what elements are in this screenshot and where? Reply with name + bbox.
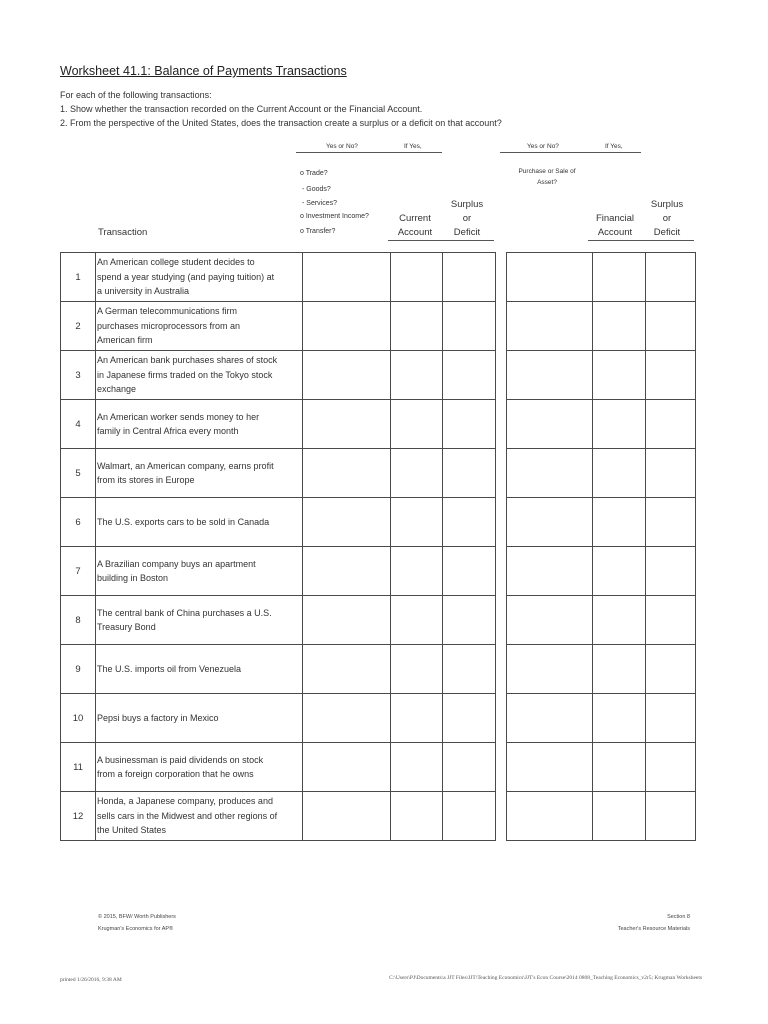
header-rule-financial [500,152,641,153]
row-number: 9 [61,645,96,694]
transaction-description [96,596,303,645]
row-number: 4 [61,400,96,449]
financial-label: Financial [595,213,635,224]
description-line: Pepsi buys a factory in Mexico [97,712,219,723]
purchase-sale-line-1: Purchase or Sale of [518,168,576,175]
financial-surplus-deficit-cell[interactable] [646,792,696,841]
financial-account-header [586,212,644,240]
financial-surplus-deficit-cell[interactable] [646,449,696,498]
header-underline-current [388,240,494,241]
financial-surplus-deficit-cell[interactable] [646,253,696,302]
column-gap [496,498,507,547]
current-yes-no-cell[interactable] [303,743,391,792]
financial-account-cell[interactable] [593,498,646,547]
financial-account-cell[interactable] [593,351,646,400]
current-surplus-deficit-cell[interactable] [443,351,496,400]
row-number: 2 [61,302,96,351]
current-surplus-deficit-cell[interactable] [443,302,496,351]
current-surplus-deficit-cell[interactable] [443,645,496,694]
table-row [61,596,696,645]
financial-surplus-deficit-cell[interactable] [646,351,696,400]
current-account-cell[interactable] [391,743,443,792]
transaction-description [96,547,303,596]
book-title: Krugman's Economics for AP® [98,926,174,932]
current-account-cell[interactable] [391,694,443,743]
column-gap [496,547,507,596]
current-yes-no-cell[interactable] [303,498,391,547]
yes-no-label-current: Yes or No? [326,143,358,150]
row-number: 11 [61,743,96,792]
current-account-cell[interactable] [391,253,443,302]
transactions-table [60,252,696,841]
description-line: American firm [97,335,153,346]
description-line: Treasury Bond [97,622,156,632]
current-account-cell[interactable] [391,547,443,596]
current-account-cell[interactable] [391,498,443,547]
row-number: 12 [61,792,96,841]
current-account-cell[interactable] [391,302,443,351]
financial-yes-no-cell[interactable] [507,400,593,449]
row-number: 5 [61,449,96,498]
row-number: 3 [61,351,96,400]
current-surplus-deficit-cell[interactable] [443,547,496,596]
materials-label: Teacher's Resource Materials [617,926,690,932]
financial-account-cell[interactable] [593,400,646,449]
transaction-description [96,449,303,498]
transaction-description [96,792,303,841]
table-row [61,400,696,449]
transaction-description [96,253,303,302]
column-gap [496,694,507,743]
description-line: A German telecommunications firm [97,306,238,317]
financial-yes-no-cell[interactable] [507,743,593,792]
column-gap [496,351,507,400]
row-number: 1 [61,253,96,302]
column-gap [496,743,507,792]
table-row [61,253,696,302]
financial-account-cell[interactable] [593,792,646,841]
current-surplus-deficit-cell[interactable] [443,743,496,792]
current-account-cell[interactable] [391,596,443,645]
transaction-description [96,694,303,743]
if-yes-label-financial: If Yes, [605,143,623,150]
surplus-label: Surplus [650,199,684,210]
column-gap [496,302,507,351]
description-line: An American bank purchases shares of stock [97,355,278,366]
description-line: spend a year studying (and paying tuition) at [97,271,275,282]
description-line: An American college student decides to [97,257,255,268]
option-goods: - Goods? [302,186,331,193]
financial-account-cell[interactable] [593,743,646,792]
transaction-description [96,400,303,449]
financial-yes-no-cell[interactable] [507,645,593,694]
description-line: purchases microprocessors from an [97,320,241,331]
copyright: © 2015, BFW/ Worth Publishers [98,914,176,920]
option-transfer: o Transfer? [300,228,336,235]
column-gap [496,645,507,694]
current-surplus-deficit-cell[interactable] [443,400,496,449]
description-line: A Brazilian company buys an apartment [97,558,256,569]
financial-account-cell[interactable] [593,449,646,498]
column-gap [496,792,507,841]
description-line: The U.S. exports cars to be sold in Canada [97,516,270,527]
or-label: or [662,213,672,224]
table-row [61,449,696,498]
instruction-1: 1. Show whether the transaction recorded on the Current Account or the Financial Account. [60,104,423,114]
financial-account-cell[interactable] [593,596,646,645]
table-row [61,498,696,547]
current-account-cell[interactable] [391,400,443,449]
printed-timestamp: printed 1/26/2016, 9:38 AM [60,977,122,983]
table-row [61,792,696,841]
description-line: building in Boston [97,573,169,583]
description-line: A businessman is paid dividends on stock [97,754,264,765]
row-number: 7 [61,547,96,596]
transaction-description [96,351,303,400]
financial-surplus-deficit-cell[interactable] [646,400,696,449]
financial-surplus-deficit-cell[interactable] [646,743,696,792]
current-surplus-deficit-cell[interactable] [443,449,496,498]
transaction-description [96,498,303,547]
intro-line: For each of the following transactions: [60,90,212,100]
description-line: family in Central Africa every month [97,426,239,436]
description-line: Walmart, an American company, earns profit [97,460,274,471]
if-yes-label-current: If Yes, [404,143,422,150]
description-line: from its stores in Europe [97,475,195,485]
surplus-label: Surplus [450,199,484,210]
financial-yes-no-cell[interactable] [507,351,593,400]
current-account-header [388,212,442,240]
description-line: The central bank of China purchases a U.S. [97,607,272,618]
description-line: the United States [97,825,167,836]
description-line: a university in Australia [97,286,190,297]
account-label: Account [397,227,433,238]
surplus-deficit-header-current [440,198,494,240]
financial-yes-no-cell[interactable] [507,792,593,841]
description-line: An American worker sends money to her [97,411,260,422]
current-account-cell[interactable] [391,351,443,400]
financial-surplus-deficit-cell[interactable] [646,694,696,743]
transaction-description [96,743,303,792]
financial-yes-no-cell[interactable] [507,694,593,743]
financial-account-cell[interactable] [593,694,646,743]
purchase-sale-line-2: Asset? [537,179,557,186]
transaction-description [96,645,303,694]
description-line: Honda, a Japanese company, produces and [97,796,273,807]
current-account-cell[interactable] [391,449,443,498]
current-account-cell[interactable] [391,645,443,694]
financial-surplus-deficit-cell[interactable] [646,596,696,645]
surplus-deficit-header-financial [640,198,694,240]
current-yes-no-cell[interactable] [303,400,391,449]
financial-surplus-deficit-cell[interactable] [646,302,696,351]
option-investment-income: o Investment Income? [300,213,369,220]
row-number: 10 [61,694,96,743]
option-services: - Services? [302,200,338,207]
header-underline-financial [588,240,694,241]
description-line: sells cars in the Midwest and other regions of [97,810,278,821]
current-surplus-deficit-cell[interactable] [443,498,496,547]
option-trade: o Trade? [300,170,328,177]
transaction-header: Transaction [98,227,148,238]
financial-yes-no-cell[interactable] [507,547,593,596]
column-gap [496,253,507,302]
transaction-description [96,302,303,351]
financial-yes-no-cell[interactable] [507,596,593,645]
financial-account-cell[interactable] [593,253,646,302]
financial-surplus-deficit-cell[interactable] [646,547,696,596]
account-label: Account [597,227,633,238]
financial-surplus-deficit-cell[interactable] [646,645,696,694]
table-row [61,351,696,400]
current-account-cell[interactable] [391,792,443,841]
description-line: in Japanese firms traded on the Tokyo stock [97,369,273,380]
financial-account-cell[interactable] [593,302,646,351]
deficit-label: Deficit [653,227,681,238]
current-label: Current [399,213,431,224]
table-row [61,694,696,743]
current-yes-no-cell[interactable] [303,351,391,400]
description-line: exchange [97,384,137,395]
description-line: The U.S. imports oil from Venezuela [97,663,242,674]
table-row [61,302,696,351]
table-row [61,645,696,694]
row-number: 6 [61,498,96,547]
column-gap [496,596,507,645]
column-gap [496,449,507,498]
row-number: 8 [61,596,96,645]
instruction-2: 2. From the perspective of the United States, does the transaction create a surplus or a deficit on that account? [60,118,502,128]
description-line: from a foreign corporation that he owns [97,769,254,779]
current-yes-no-cell[interactable] [303,253,391,302]
yes-no-label-financial: Yes or No? [527,143,559,150]
current-yes-no-cell[interactable] [303,547,391,596]
current-yes-no-cell[interactable] [303,694,391,743]
deficit-label: Deficit [453,227,481,238]
current-yes-no-cell[interactable] [303,302,391,351]
current-surplus-deficit-cell[interactable] [443,596,496,645]
current-yes-no-cell[interactable] [303,645,391,694]
current-surplus-deficit-cell[interactable] [443,694,496,743]
purchase-sale-label [512,166,582,188]
table-row [61,547,696,596]
column-gap [496,400,507,449]
financial-yes-no-cell[interactable] [507,498,593,547]
page-title: Worksheet 41.1: Balance of Payments Transactions [60,64,347,78]
financial-yes-no-cell[interactable] [507,449,593,498]
financial-yes-no-cell[interactable] [507,253,593,302]
or-label: or [462,213,472,224]
financial-account-cell[interactable] [593,645,646,694]
section-label: Section 8 [667,914,690,920]
financial-yes-no-cell[interactable] [507,302,593,351]
table-row [61,743,696,792]
financial-account-cell[interactable] [593,547,646,596]
current-yes-no-cell[interactable] [303,449,391,498]
financial-surplus-deficit-cell[interactable] [646,498,696,547]
current-surplus-deficit-cell[interactable] [443,792,496,841]
current-yes-no-cell[interactable] [303,792,391,841]
current-surplus-deficit-cell[interactable] [443,253,496,302]
header-rule-current [296,152,442,153]
current-yes-no-cell[interactable] [303,596,391,645]
file-path: C:\Users\PJ\Documents\a JJT Files\JJT\Teaching Economics\JJT's Econ Course\2014 0808_Teaching Economics_v2r5; Krugman Worksheets [389,975,702,981]
